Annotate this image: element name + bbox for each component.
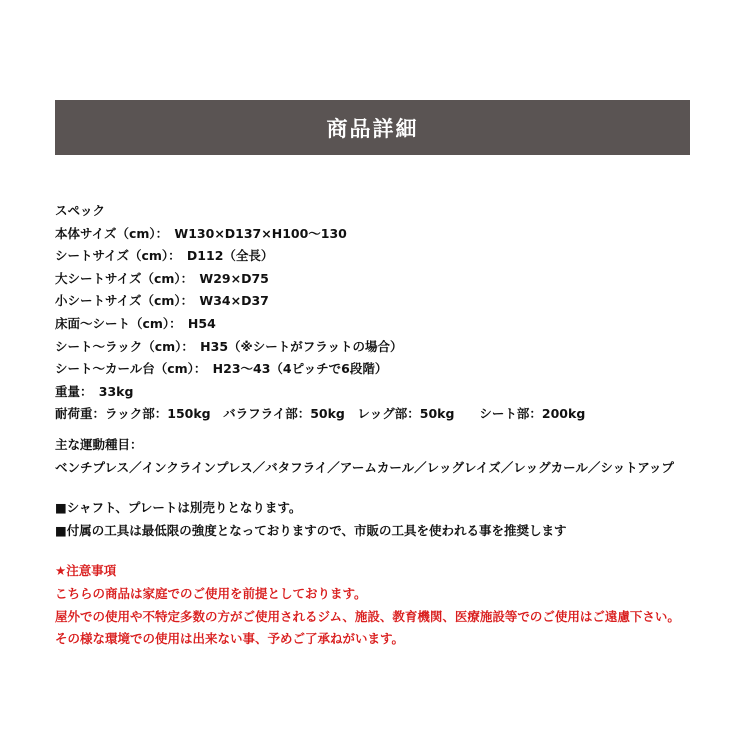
exercises-heading: 主な運動種目：: [55, 436, 143, 452]
caution-line: 屋外での使用や不特定多数の方がご使用されるジム、施設、教育機関、医療施設等でのご使用はご遠慮下さい。: [55, 608, 680, 624]
spec-line: シート～ラック（cm）： H35（※シートがフラットの場合）: [55, 338, 403, 354]
page-title: 商品詳細: [326, 116, 419, 141]
exercises-list: ベンチプレス／インクラインプレス／バタフライ／アームカール／レッグレイズ／レッグカール／シットアップ: [55, 459, 674, 475]
title-banner: [55, 100, 690, 155]
spec-line: 耐荷重：ラック部：150kg バラフライ部：50kg レッグ部：50kg シート部：200kg: [55, 406, 586, 422]
note-line: ■付属の工具は最低限の強度となっておりますので、市販の工具を使われる事を推奨します: [55, 522, 567, 538]
spec-line: 本体サイズ（cm）： W130×D137×H100～130: [55, 225, 347, 241]
spec-line: 大シートサイズ（cm）： W29×D75: [55, 270, 269, 286]
caution-line: こちらの商品は家庭でのご使用を前提としております。: [55, 585, 367, 601]
spec-line: 床面～シート（cm）： H54: [55, 315, 216, 331]
caution-heading: ★注意事項: [55, 563, 117, 579]
spec-line: シート～カール台（cm）： H23～43（4ピッチで6段階）: [55, 361, 388, 377]
spec-line: シートサイズ（cm）： D112（全長）: [55, 248, 274, 264]
caution-line: その様な環境での使用は出来ない事、予めご了承ねがいます。: [55, 631, 405, 647]
spec-line: 重量： 33kg: [55, 383, 134, 399]
spec-heading: スペック: [55, 203, 106, 218]
spec-line: 小シートサイズ（cm）： W34×D37: [55, 293, 269, 309]
product-details: [55, 200, 705, 651]
caution-section: [55, 560, 705, 650]
note-line: ■シャフト、プレートは別売りとなります。: [55, 500, 302, 516]
